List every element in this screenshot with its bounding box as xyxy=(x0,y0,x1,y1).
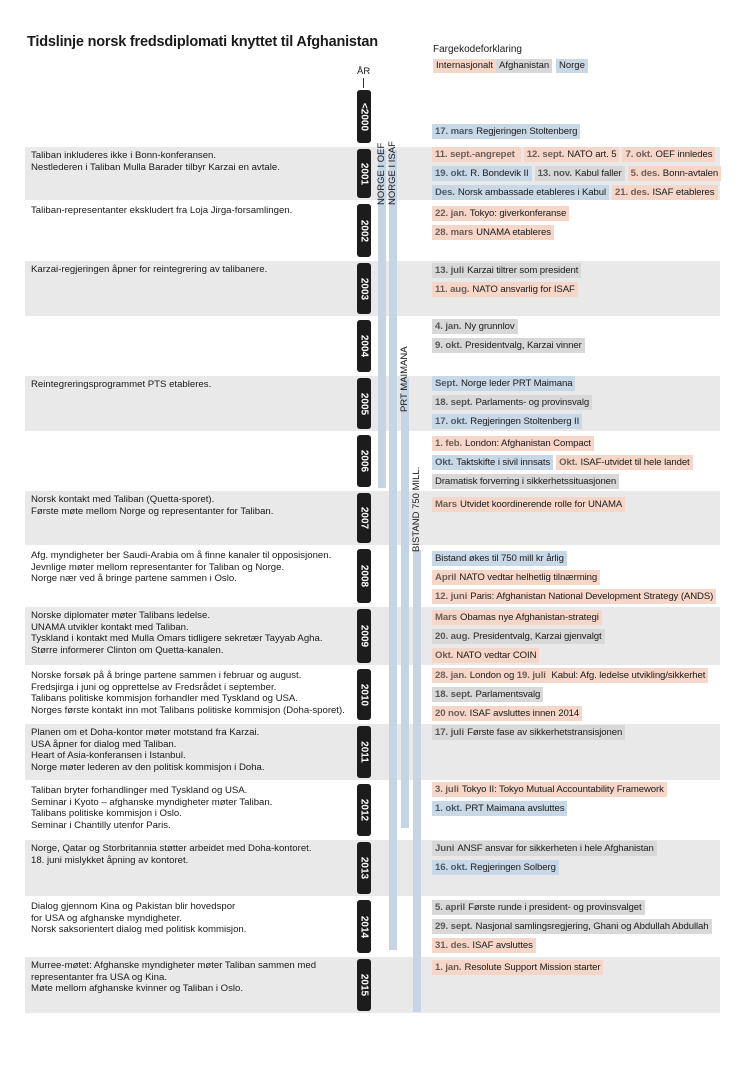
event-date: 7. okt. xyxy=(625,149,653,160)
year-pill-2008 xyxy=(357,549,371,603)
event-chip xyxy=(432,147,521,162)
year-description-2015 xyxy=(31,960,356,995)
event-chip xyxy=(432,648,539,663)
event-chip xyxy=(432,725,625,740)
event-text: Nasjonal samlingsregjering, Ghani og Abdullah Abdullah xyxy=(475,921,709,932)
event-text: London: Afghanistan Compact xyxy=(465,438,591,449)
event-chip xyxy=(432,376,575,391)
description-line: Møte mellom afghanske kvinner og Taliban i Oslo. xyxy=(31,983,244,994)
event-date: 1. feb. xyxy=(435,438,463,449)
duration-bar-label: PRT MAIMANA xyxy=(399,346,410,412)
year-label: 2005 xyxy=(358,392,370,415)
event-text: Paris: Afghanistan National Development Strategy (ANDS) xyxy=(470,591,714,602)
event-date: Okt. xyxy=(435,650,454,661)
year-pill-2013 xyxy=(357,842,371,894)
event-chip xyxy=(432,938,536,953)
description-line: Norsk kontakt med Taliban (Quetta-sporet). xyxy=(31,494,215,505)
event-text: Parlaments- og provinsvalg xyxy=(475,397,590,408)
event-text: R. Bondevik II xyxy=(470,168,529,179)
event-date: 1. okt. xyxy=(435,803,463,814)
description-line: Norge, Qatar og Storbritannia støtter arbeidet med Doha-kontoret. xyxy=(31,843,312,854)
event-date: 17. mars xyxy=(435,126,474,137)
year-label: 2010 xyxy=(358,683,370,706)
event-chip xyxy=(432,206,569,221)
event-chip xyxy=(432,782,667,797)
description-line: Norsk saksorientert dialog med politisk kommisjon. xyxy=(31,924,247,935)
year-pill-2001 xyxy=(357,149,371,198)
year-pill-2007 xyxy=(357,493,371,543)
event-date: April xyxy=(435,572,457,583)
description-line: Karzai-regjeringen åpner for reintegrering av talibanere. xyxy=(31,264,268,275)
event-text: OEF innledes xyxy=(655,149,713,160)
description-line: representanter fra USA og Kina. xyxy=(31,971,167,983)
event-date: 5. des. xyxy=(630,168,660,179)
event-text: ISAF etableres xyxy=(652,187,715,198)
event-date: 9. okt. xyxy=(435,340,463,351)
year-label: 2006 xyxy=(358,449,370,473)
description-line: Større informerer Clinton om Quetta-kanalen. xyxy=(31,644,224,656)
year-pill-<2000 xyxy=(357,90,371,143)
event-date: 13. juli xyxy=(435,265,465,276)
duration-bar-label: NORGE I OEF xyxy=(376,142,387,205)
description-line: Taliban bryter forhandlinger med Tyskland og USA. xyxy=(31,785,248,796)
event-chip xyxy=(432,338,585,353)
year-label: 2004 xyxy=(358,334,370,358)
duration-bar-3 xyxy=(413,550,421,1012)
description-line: Fredsjirga i juni og opprettelse av Fredsrådet i september. xyxy=(31,681,277,693)
event-text: PRT Maimana avsluttes xyxy=(465,803,565,814)
event-date: 4. jan. xyxy=(435,321,462,332)
year-label: 2015 xyxy=(358,973,370,997)
event-chip xyxy=(432,919,712,934)
year-description-2002 xyxy=(31,205,356,217)
year-pill-2003 xyxy=(357,263,371,314)
event-chip xyxy=(432,497,625,512)
event-chip xyxy=(432,668,708,683)
event-date: 16. okt. xyxy=(435,862,468,873)
event-text: Norge leder PRT Maimana xyxy=(460,378,573,389)
duration-bar-1 xyxy=(389,150,397,950)
event-date: Sept. xyxy=(435,378,458,389)
event-text: Karzai tiltrer som president xyxy=(467,265,579,276)
event-text: ISAF avsluttes innen 2014 xyxy=(469,708,580,719)
year-pill-2004 xyxy=(357,320,371,372)
year-label: 2001 xyxy=(358,162,370,185)
event-text: Presidentvalg, Karzai gjenvalgt xyxy=(472,631,602,642)
event-date: 1. jan. xyxy=(435,962,462,973)
event-text: Tokyo II: Tokyo Mutual Accountability Framework xyxy=(461,784,664,795)
event-chip xyxy=(432,801,567,816)
description-line: Afg. myndigheter ber Saudi-Arabia om å finne kanaler til opposisjonen. xyxy=(31,550,332,561)
duration-bar-label: NORGE I ISAF xyxy=(387,141,398,205)
event-chip xyxy=(432,263,581,278)
event-date: 13. nov. xyxy=(537,168,572,179)
description-line: Reintegreringsprogrammet PTS etableres. xyxy=(31,379,212,390)
description-line: Murree-møtet: Afghanske myndigheter møter Taliban sammen med xyxy=(31,960,317,971)
event-chip xyxy=(535,166,625,181)
legend-item-1: Afghanistan xyxy=(496,59,552,73)
year-description-2008 xyxy=(31,550,356,585)
description-line: Taliban inkluderes ikke i Bonn-konferansen. xyxy=(31,150,217,161)
event-chip xyxy=(432,551,567,566)
event-text: Regjeringen Stoltenberg II xyxy=(470,416,580,427)
event-text-part: London og xyxy=(469,670,517,681)
description-line: Norge nær ved å bringe partene sammen i Oslo. xyxy=(31,573,237,584)
event-text: Resolute Support Mission starter xyxy=(464,962,601,973)
event-date: 11. aug. xyxy=(435,284,470,295)
event-date: Mars xyxy=(435,612,457,623)
event-chip xyxy=(432,860,559,875)
event-text: Kabul faller xyxy=(574,168,622,179)
year-description-2007 xyxy=(31,494,356,517)
event-text: Første runde i president- og provinsvalget xyxy=(468,902,642,913)
year-pill-2002 xyxy=(357,204,371,257)
year-description-2001 xyxy=(31,150,356,173)
year-label: 2009 xyxy=(358,624,370,648)
description-line: Dialog gjennom Kina og Pakistan blir hovedspor xyxy=(31,901,236,912)
event-chip xyxy=(432,706,582,721)
description-line: for USA og afghanske myndigheter. xyxy=(31,912,182,924)
description-line: Norges første kontakt inn mot Talibans politiske kommisjon (Doha-sporet). xyxy=(31,704,345,716)
year-description-2010 xyxy=(31,670,356,716)
description-line: Heart of Asia-konferansen i Istanbul. xyxy=(31,750,186,761)
year-label: 2012 xyxy=(358,798,370,822)
event-chip xyxy=(432,282,578,297)
description-line: Nestlederen i Taliban Mulla Barader tilbyr Karzai en avtale. xyxy=(31,161,280,173)
event-chip xyxy=(432,900,645,915)
year-description-2011 xyxy=(31,727,356,773)
event-date: 21. des. xyxy=(615,187,650,198)
year-label: 2002 xyxy=(358,219,370,242)
event-text: Dramatisk forverring i sikkerhetssituasjonen xyxy=(435,476,617,487)
event-chip xyxy=(432,841,657,856)
event-text: Utvidet koordinerende rolle for UNAMA xyxy=(460,499,623,510)
description-line: Tyskland i kontakt med Mulla Omars tidligere sekretær Tayyab Agha. xyxy=(31,633,323,644)
event-text: Parlamentsvalg xyxy=(475,689,541,700)
event-date: 28. mars xyxy=(435,227,474,238)
event-chip xyxy=(556,455,692,470)
event-text: ANSF ansvar for sikkerheten i hele Afghanistan xyxy=(457,843,654,854)
legend-item-0: Internasjonalt xyxy=(433,59,496,73)
year-label: 2011 xyxy=(358,741,370,763)
year-pill-2005 xyxy=(357,378,371,429)
description-line: UNAMA utvikler kontakt med Taliban. xyxy=(31,621,189,633)
description-line: Talibans politiske kommisjon i Oslo. xyxy=(31,808,182,819)
event-chip xyxy=(622,147,715,162)
year-label: 2003 xyxy=(358,277,370,300)
event-date: Mars xyxy=(435,499,457,510)
year-pill-2009 xyxy=(357,609,371,663)
event-text: Regjeringen Solberg xyxy=(470,862,556,873)
event-date: 19. okt. xyxy=(435,168,468,179)
event-chip xyxy=(432,474,619,489)
description-line: Norge møter lederen av den politisk kommisjon i Doha. xyxy=(31,761,265,773)
event-date: 12. sept. xyxy=(526,149,565,160)
event-date: 18. sept. xyxy=(435,689,473,700)
year-description-2003 xyxy=(31,264,356,276)
year-label: 2007 xyxy=(358,506,370,530)
event-date: 18. sept. xyxy=(435,397,473,408)
event-chip xyxy=(432,319,518,334)
year-pill-2010 xyxy=(357,669,371,720)
event-chip xyxy=(524,147,620,162)
axis-label: ÅR xyxy=(357,66,371,77)
year-description-2005 xyxy=(31,379,356,391)
event-chip xyxy=(612,185,717,200)
event-date: 29. sept. xyxy=(435,921,473,932)
event-chip xyxy=(432,589,716,604)
description-line: USA åpner for dialog med Taliban. xyxy=(31,738,177,750)
event-chip xyxy=(432,629,605,644)
event-chip xyxy=(628,166,722,181)
event-text: ISAF-utvidet til hele landet xyxy=(580,457,690,468)
event-date: 17. okt. xyxy=(435,416,468,427)
description-line: Norske forsøk på å bringe partene sammen i februar og august. xyxy=(31,670,302,681)
year-pill-2012 xyxy=(357,784,371,836)
event-date: 17. juli xyxy=(435,727,465,738)
event-text-part: Kabul: Afg. ledelse utvikling/sikkerhet xyxy=(548,670,706,681)
event-date: Okt. xyxy=(559,457,578,468)
event-date: 28. jan. xyxy=(435,670,467,681)
year-label: 2008 xyxy=(358,564,370,588)
year-label: 2014 xyxy=(358,915,370,938)
event-date: 11. sept.-angrepet xyxy=(435,149,515,160)
year-pill-2011 xyxy=(357,726,371,778)
duration-bar-2 xyxy=(401,378,409,828)
event-chip xyxy=(432,436,594,451)
event-text: Bonn-avtalen xyxy=(662,168,719,179)
event-chip xyxy=(432,687,543,702)
event-text: NATO vedtar COIN xyxy=(456,650,537,661)
event-text: Obamas nye Afghanistan-strategi xyxy=(460,612,599,623)
event-date: 20 nov. xyxy=(435,708,467,719)
event-text: Bistand økes til 750 mill kr årlig xyxy=(435,553,564,564)
legend-item-2: Norge xyxy=(556,59,588,73)
year-pill-2014 xyxy=(357,900,371,953)
year-description-2009 xyxy=(31,610,356,656)
event-chip xyxy=(432,570,600,585)
event-date: 5. april xyxy=(435,902,466,913)
description-line: Seminar i Chantilly utenfor Paris. xyxy=(31,819,171,831)
event-chip xyxy=(432,166,532,181)
event-text: Ny grunnlov xyxy=(464,321,515,332)
description-line: Jevnlige møter mellom representanter for Taliban og Norge. xyxy=(31,561,285,573)
duration-bar-label: BISTAND 750 MILL. xyxy=(411,466,422,552)
event-date: Des. xyxy=(435,187,455,198)
page-title: Tidslinje norsk fredsdiplomati knyttet til Afghanistan xyxy=(27,34,378,50)
event-chip xyxy=(432,185,609,200)
event-date: 31. des. xyxy=(435,940,470,951)
event-date: 12. juni xyxy=(435,591,468,602)
event-text: NATO vedtar helhetlig tilnærming xyxy=(459,572,598,583)
description-line: Første møte mellom Norge og representanter for Taliban. xyxy=(31,505,274,517)
event-text: Norsk ambassade etableres i Kabul xyxy=(457,187,607,198)
event-chip xyxy=(432,414,582,429)
event-text: NATO art. 5 xyxy=(567,149,617,160)
event-date: 20. aug. xyxy=(435,631,470,642)
event-text: Taktskifte i sivil innsats xyxy=(456,457,551,468)
event-text: Regjeringen Stoltenberg xyxy=(476,126,578,137)
event-text: NATO ansvarlig for ISAF xyxy=(472,284,575,295)
event-chip xyxy=(432,124,580,139)
event-chip xyxy=(432,610,602,625)
year-pill-2006 xyxy=(357,435,371,487)
axis-tick xyxy=(363,78,364,88)
year-description-2012 xyxy=(31,785,356,831)
event-chip xyxy=(432,395,592,410)
event-text: UNAMA etableres xyxy=(476,227,551,238)
year-pill-2015 xyxy=(357,959,371,1011)
year-label: <2000 xyxy=(358,102,370,131)
event-text: Første fase av sikkerhetstransisjonen xyxy=(467,727,623,738)
description-line: 18. juni mislykket åpning av kontoret. xyxy=(31,854,189,866)
event-chip xyxy=(432,455,553,470)
description-line: Taliban-representanter ekskludert fra Loja Jirga-forsamlingen. xyxy=(31,205,293,216)
description-line: Norske diplomater møter Talibans ledelse. xyxy=(31,610,210,621)
event-chip xyxy=(432,960,603,975)
description-line: Planen om et Doha-kontor møter motstand fra Karzai. xyxy=(31,727,260,738)
event-date: Juni xyxy=(435,843,455,854)
year-label: 2013 xyxy=(358,856,370,880)
event-date: 3. juli xyxy=(435,784,459,795)
description-line: Seminar i Kyoto – afghanske myndigheter møter Taliban. xyxy=(31,796,273,808)
event-date: 22. jan. xyxy=(435,208,467,219)
description-line: Talibans politiske kommisjon forhandler med Tyskland og USA. xyxy=(31,693,298,704)
event-date: Okt. xyxy=(435,457,454,468)
year-description-2014 xyxy=(31,901,356,936)
event-text: Tokyo: giverkonferanse xyxy=(469,208,567,219)
legend-title: Fargekodeforklaring xyxy=(433,44,522,55)
event-text: ISAF avsluttes xyxy=(472,940,533,951)
year-description-2013 xyxy=(31,843,356,866)
event-date: 19. juli xyxy=(516,670,546,681)
event-text: Presidentvalg, Karzai vinner xyxy=(465,340,582,351)
event-text xyxy=(470,670,706,681)
event-chip xyxy=(432,225,554,240)
